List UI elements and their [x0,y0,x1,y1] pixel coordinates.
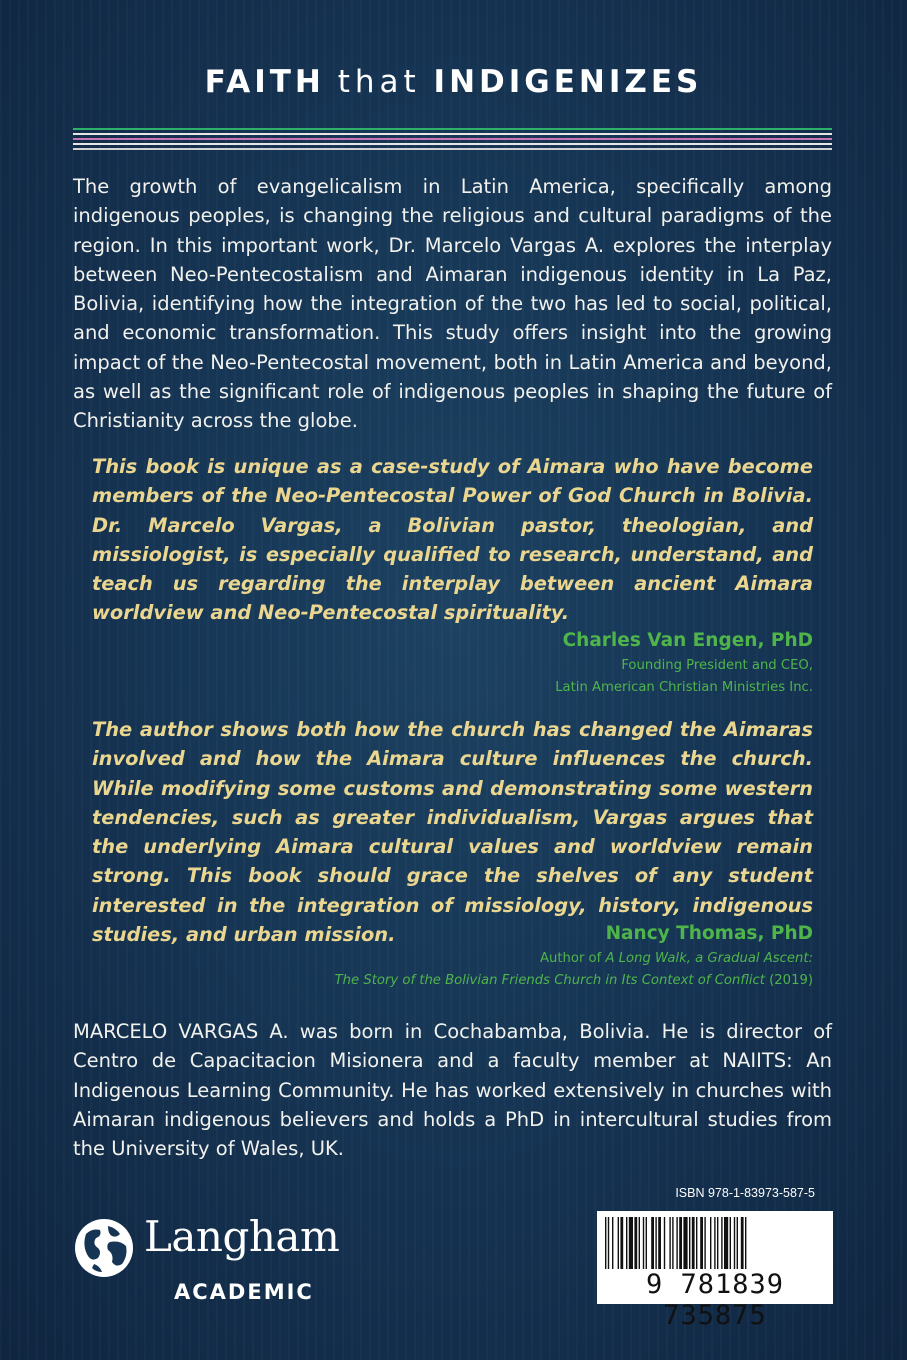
barcode-bar [676,1217,677,1269]
endorser-book-line-1 [335,947,813,971]
barcode-bar [734,1217,735,1269]
barcode-bar [658,1217,661,1269]
barcode-bar [639,1217,640,1269]
book-line-prefix: Author of [539,951,606,966]
barcode-bar [679,1217,682,1269]
barcode-bar [737,1217,738,1269]
barcode-bar [605,1217,606,1269]
barcode-bar [629,1217,633,1269]
barcode-digits: 9 781839 735875 [645,1269,785,1331]
title-part-that: that [337,64,421,100]
endorser-name: Nancy Thomas, PhD [605,923,813,944]
barcode-bar [710,1217,711,1269]
barcode [597,1211,833,1331]
barcode-bar [683,1217,687,1269]
barcode-bar [689,1217,690,1269]
barcode-bar [634,1217,637,1269]
barcode-bar [721,1217,722,1269]
publisher-name: Langham [144,1212,340,1261]
barcode-bar [672,1217,673,1269]
title-part-indigenizes: INDIGENIZES [433,64,703,100]
book-title-part-2: The Story of the Bolivian Friends Church in Its Context of Conflict [334,973,765,988]
barcode-bar [717,1217,718,1269]
barcode-bar [664,1217,665,1269]
barcode-bar [612,1217,613,1269]
barcode-bar [643,1217,644,1269]
title-part-faith: FAITH [204,64,325,100]
author-bio: MARCELO VARGAS A. was born in Cochabamba, Bolivia. He is director of Centro de Capacitacion Misionera and a faculty member at NAIITS: An Indigenous Learning Community. He has worked extensively in churches with Aimaran indigenous believers and holds a PhD in intercultural studies from the University of Wales, UK. [73,1020,832,1161]
book-year: (2019) [764,973,813,988]
barcode-bar [655,1217,656,1269]
endorser-title: Founding President and CEO, [621,658,813,673]
barcode-bar [646,1217,647,1269]
endorsement-attribution-1 [555,628,813,698]
globe-icon [72,1216,136,1280]
stripe-green [73,128,832,130]
barcode-bar [704,1217,705,1269]
stripe-pink [73,138,832,140]
barcode-bar [724,1217,728,1269]
book-title [0,64,907,100]
decorative-stripes [73,128,832,152]
publisher-imprint: ACADEMIC [174,1280,314,1304]
book-description: The growth of evangelicalism in Latin America, specifically among indigenous peoples, is changing the religious and cultural paradigms of the region. In this important work, Dr. Marcelo Vargas A. explores the interplay between Neo-Pentecostalism and Aimaran indigenous identity in La Paz, Bolivia, identifying how the integration of the two has led to social, political, and economic transformation. This study offers insight into the growing impact of the Neo-Pentecostal movement, both in Latin America and beyond, as well as the significant role of indigenous peoples in shaping the future of Christianity across the globe. [73,175,832,433]
book-title-part-1: A Long Walk, a Gradual Ascent: [605,951,813,966]
barcode-bar [608,1217,609,1269]
barcode-bar [696,1217,697,1269]
endorsement-quote-1: This book is unique as a case-study of Aimara who have become members of the Neo-Pentecostal Power of God Church in Bolivia. Dr. Marcelo Vargas, a Bolivian pastor, theologian, and missiologist, is especially qualified to research, understand, and teach us regarding the interplay between ancient Aimara worldview and Neo-Pentecostal spirituality. [92,455,813,625]
barcode-bar [714,1217,715,1269]
barcode-bar [745,1217,746,1269]
endorser-name: Charles Van Engen, PhD [562,630,813,651]
barcode-bar [730,1217,731,1269]
stripe-white-1 [73,133,832,135]
stripe-white-2 [73,143,832,145]
barcode-bar [741,1217,744,1269]
barcode-bars [605,1217,825,1269]
barcode-bar [669,1217,670,1269]
endorsement-attribution-2 [335,921,813,991]
barcode-bar [700,1217,703,1269]
endorsement-quote-2: The author shows both how the church has changed the Aimaras involved and how the Aimara culture influences the church. While modifying some customs and demonstrating some western tendencies, such as greater individualism, Vargas argues that the underlying Aimara cultural values and worldview remain strong. This book should grace the shelves of any student interested in the integration of missiology, history, indigenous studies, and urban mission. [92,718,813,947]
endorser-book-line-2 [335,971,813,991]
barcode-bar [626,1217,627,1269]
publisher-logo [72,1212,352,1312]
endorser-organization: Latin American Christian Ministries Inc. [555,680,813,695]
stripe-white-3 [73,148,832,150]
barcode-bar [618,1217,619,1269]
barcode-bar [620,1217,623,1269]
barcode-bar [651,1217,654,1269]
isbn-label: ISBN 978-1-83973-587-5 [675,1186,815,1200]
barcode-bar [692,1217,695,1269]
